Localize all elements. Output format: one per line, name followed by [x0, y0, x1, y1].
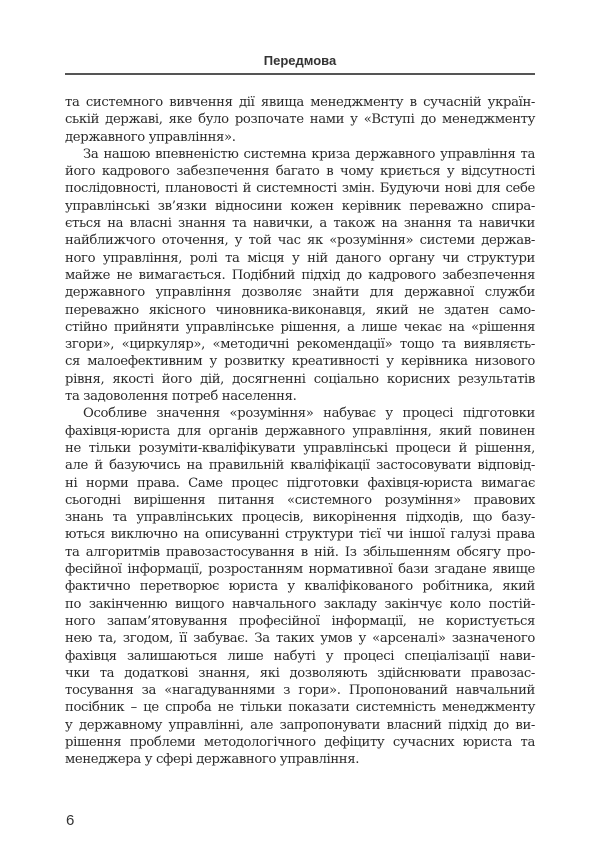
text-line: по закінченню вищого навчального закладу закінчує коло постій- — [65, 596, 535, 612]
text-line: управлінські зв’язки відносини кожен керівник переважно спира- — [65, 198, 535, 214]
page-number: 6 — [66, 812, 75, 829]
paragraph — [65, 405, 535, 768]
text-line: За нашою впевненістю системна криза державного управління та — [83, 146, 535, 162]
text-line: та задоволення потреб населення. — [65, 389, 297, 405]
paragraph — [65, 94, 535, 146]
text-line: у державному управлінні, але запропонувати власний підхід до ви- — [65, 717, 535, 733]
text-line: ні норми права. Саме процес підготовки фахівця-юриста вимагає — [65, 475, 535, 491]
text-line: фахівця залишаються лише набуті у процесі спеціалізації нави- — [65, 648, 535, 664]
text-line: та системного вивчення дії явища менеджменту в сучасній україн- — [65, 95, 535, 110]
text-line: найближчого оточення, у той час як «розуміння» системи держав- — [65, 233, 535, 249]
text-line: ській державі, яке було розпочате нами у «Вступі до менеджменту — [65, 112, 535, 128]
text-line: ного запам’ятовування професійної інформації, не користується — [65, 613, 535, 629]
text-line: але й базуючись на правильній кваліфікації застосовувати відповід- — [65, 458, 535, 474]
text-line: не тільки розуміти-кваліфікувати управлінські процеси й рішення, — [65, 440, 535, 456]
text-line: знань та управлінських процесів, викорінення підходів, що базу- — [65, 510, 535, 526]
text-line: та алгоритмів правозастосування в ній. Із збільшенням обсягу про- — [65, 544, 535, 560]
text-line: фесійної інформації, розростанням нормативної бази згадане явище — [65, 562, 535, 578]
text-line: менеджера у сфері державного управління. — [65, 752, 360, 768]
text-line: тосування за «нагадуваннями з гори». Пропонований навчальний — [65, 683, 535, 699]
text-line: державного управління дозволяє знайти для державної служби — [65, 285, 535, 301]
text-line: рівня, якості його дій, досягненні соціально корисних результатів — [65, 371, 535, 387]
text-line: ється на власні знання та навички, а також на знання та навички — [65, 216, 535, 232]
text-line: сьогодні вирішення питання «системного розуміння» правових — [65, 492, 535, 508]
text-line: ся малоефективним у розвитку креативності у керівника низового — [65, 354, 535, 370]
text-line: нею та, згодом, її забуває. За таких умов у «арсеналі» зазначеного — [65, 631, 535, 647]
header-rule — [65, 73, 535, 75]
text-line: державного управління». — [65, 129, 236, 145]
text-line: його кадрового забезпечення багато в чому криється у відсутності — [65, 164, 535, 180]
text-line: ються виключно на описуванні структури тієї чи іншої галузі права — [65, 527, 535, 543]
text-line: переважно якісного чиновника-виконавця, який не здатен само- — [65, 302, 535, 318]
text-line: стійно прийняти управлінське рішення, а лише чекає на «рішення — [65, 319, 535, 335]
text-line: ного управління, ролі та місця у ній даного органу чи структури — [65, 250, 535, 266]
text-line: рішення проблеми методологічного дефіциту сучасних юриста та — [65, 734, 535, 750]
paragraph — [65, 146, 535, 405]
text-line: посібник – це спроба не тільки показати системність менеджменту — [65, 700, 535, 716]
text-line: послідовності, плановості й системності змін. Будуючи нові для себе — [65, 181, 535, 197]
text-line: фахівця-юриста для органів державного управління, який повинен — [65, 423, 535, 439]
text-line: Особливе значення «розуміння» набуває у процесі підготовки — [83, 406, 535, 422]
body-text — [65, 94, 535, 769]
text-line: фактично перетворює юриста у кваліфікованого робітника, який — [65, 579, 535, 595]
text-line: згори», «циркуляр», «методичні рекомендації» тощо та виявляєть- — [65, 337, 535, 353]
text-line: чки та додаткові знання, які дозволяють здійснювати правозас- — [65, 665, 535, 681]
text-line: майже не вимагається. Подібний підхід до кадрового забезпечення — [65, 267, 535, 283]
running-header: Передмова — [263, 53, 337, 68]
